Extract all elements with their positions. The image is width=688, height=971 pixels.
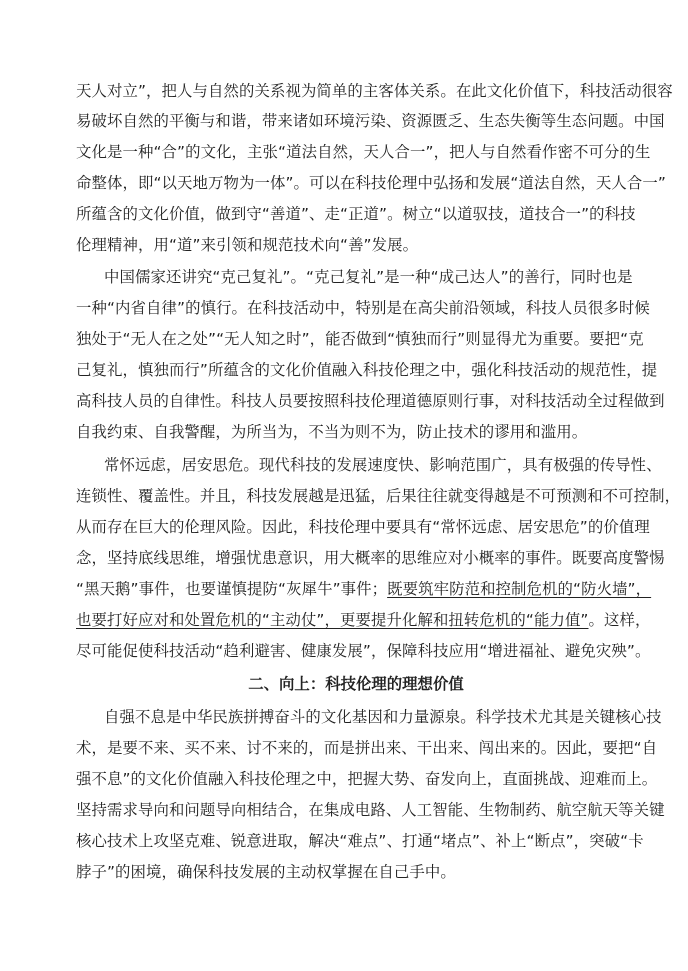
paragraph-line: 自我约束、自我警醒，为所当为，不当为则不为，防止技术的谬用和滥用。 [76, 423, 588, 441]
paragraph-line: 文化是一种“合”的文化，主张“道法自然，天人合一”，把人与自然看作密不可分的生 [76, 143, 651, 161]
paragraph-line: 中国儒家还讲究“克己复礼”。“克己复礼”是一种“成己达人”的善行，同时也是 [104, 268, 633, 286]
paragraph-line: 从而存在巨大的伦理风险。因此，科技伦理中要具有“常怀远虑、居安思危”的价值理 [76, 518, 650, 536]
paragraph-line: 天人对立”，把人与自然的关系视为简单的主客体关系。在此文化价值下，科技活动很容 [76, 82, 673, 100]
paragraph-line: 一种“内省自律”的慎行。在科技活动中，特别是在高尖前沿领域，科技人员很多时候 [76, 299, 650, 317]
paragraph-line: 己复礼，慎独而行”所蕴含的文化价值融入科技伦理之中，强化科技活动的规范性，提 [76, 361, 658, 379]
line-text: 。这样， [588, 611, 651, 629]
paragraph-line [76, 605, 651, 635]
paragraph-line: 尽可能促使科技活动“趋利避害、健康发展”，保障科技应用“增进福祉、避免灾殃”。 [76, 642, 651, 660]
paragraph-line: 独处于“无人在之处”“无人知之时”，能否做到“慎独而行”则显得尤为重要。要把“克 [76, 330, 644, 348]
line-text: “黑天鹅”事件，也要谨慎提防“灰犀牛”事件； [76, 580, 388, 598]
paragraph-line: 脖子”的困境，确保科技发展的主动权掌握在自己手中。 [76, 863, 456, 881]
paragraph-line: 易破坏自然的平衡与和谐，带来诸如环境污染、资源匮乏、生态失衡等生态问题。中国 [76, 112, 665, 130]
underlined-text: 既要筑牢防范和控制危机的“防火墙”， [387, 580, 652, 598]
paragraph-line: 连锁性、覆盖性。并且，科技发展越是迅猛，后果往往就变得越是不可预测和不可控制， [76, 487, 681, 505]
paragraph-line: 高科技人员的自律性。科技人员要按照科技伦理道德原则行事，对科技活动全过程做到 [76, 392, 665, 410]
paragraph-line: 自强不息是中华民族拼搏奋斗的文化基因和力量源泉。科学技术尤其是关键核心技 [104, 708, 662, 726]
paragraph-line [76, 574, 652, 604]
paragraph-line: 坚持需求导向和问题导向相结合，在集成电路、人工智能、生物制药、航空航天等关键 [76, 801, 665, 819]
paragraph-line: 常怀远虑，居安思危。现代科技的发展速度快、影响范围广，具有极强的传导性、 [104, 456, 662, 474]
underlined-text: 也要打好应对和处置危机的“主动仗”，更要提升化解和扭转危机的“能力值” [76, 611, 589, 629]
paragraph-line: 强不息”的文化价值融入科技伦理之中，把握大势、奋发向上，直面挑战、迎难而上。 [76, 770, 658, 788]
section-heading: 二、向上：科技伦理的理想价值 [248, 675, 464, 693]
paragraph-line: 念，坚持底线思维，增强忧患意识，用大概率的思维应对小概率的事件。既要高度警惕 [76, 549, 665, 567]
paragraph-line: 伦理精神，用“道”来引领和规范技术向“善”发展。 [76, 236, 419, 254]
paragraph-line: 命整体，即“以天地万物为一体”。可以在科技伦理中弘扬和发展“道法自然，天人合一” [76, 174, 666, 192]
paragraph-line: 术，是要不来、买不来、讨不来的，而是拼出来、干出来、闯出来的。因此，要把“自 [76, 739, 658, 757]
paragraph-line: 所蕴含的文化价值，做到守“善道”、走“正道”。树立“以道驭技，道技合一”的科技 [76, 205, 636, 223]
paragraph-line: 核心技术上攻坚克难、锐意进取，解决“难点”、打通“堵点”、补上“断点”，突破“卡 [76, 832, 644, 850]
